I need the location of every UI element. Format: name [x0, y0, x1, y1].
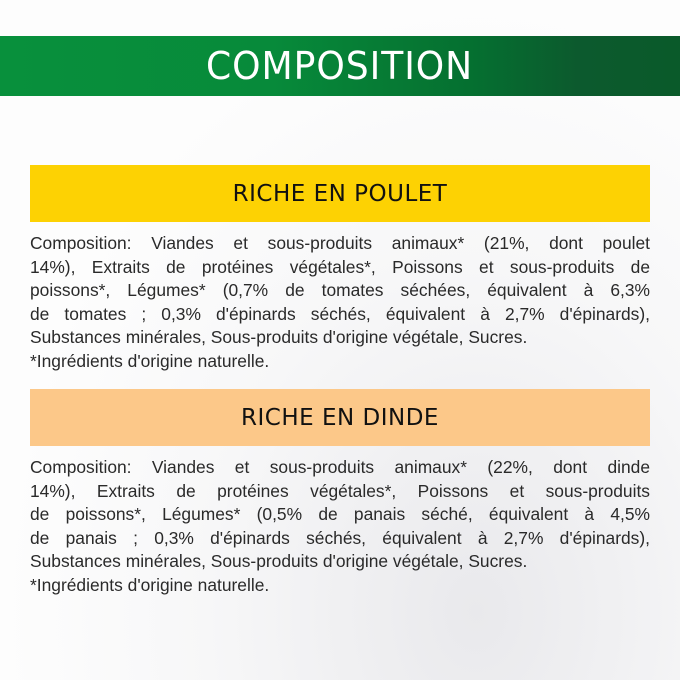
section-heading-poulet: RICHE EN POULET	[30, 165, 650, 222]
section-heading-dinde: RICHE EN DINDE	[30, 389, 650, 446]
composition-line: *Ingrédients d'origine naturelle.	[30, 350, 270, 371]
composition-line: 14%), Extraits de protéines végétales*, Poissons et sous-produits	[30, 480, 650, 501]
page-title: COMPOSITION	[206, 44, 474, 88]
composition-line: Composition: Viandes et sous-produits animaux* (21%, dont poulet	[30, 233, 650, 253]
composition-line: de panais ; 0,3% d'épinards séchés, équivalent à 2,7% d'épinards),	[30, 527, 650, 548]
composition-text-dinde	[30, 456, 650, 598]
composition-line: Substances minérales, Sous-produits d'origine végétale, Sucres.	[30, 327, 528, 348]
composition-line: 14%), Extraits de protéines végétales*, Poissons et sous-produits de	[30, 256, 650, 277]
composition-line: Substances minérales, Sous-produits d'origine végétale, Sucres.	[30, 551, 528, 572]
composition-line: Composition: Viandes et sous-produits animaux* (22%, dont dinde	[30, 457, 650, 477]
composition-line: poissons*, Légumes* (0,7% de tomates séchées, équivalent à 6,3%	[30, 280, 650, 301]
composition-line: de poissons*, Légumes* (0,5% de panais séché, équivalent à 4,5%	[30, 504, 650, 525]
composition-banner	[0, 36, 680, 96]
composition-line: de tomates ; 0,3% d'épinards séchés, équivalent à 2,7% d'épinards),	[30, 303, 650, 324]
composition-line: *Ingrédients d'origine naturelle.	[30, 574, 270, 595]
composition-text-poulet	[30, 232, 650, 374]
